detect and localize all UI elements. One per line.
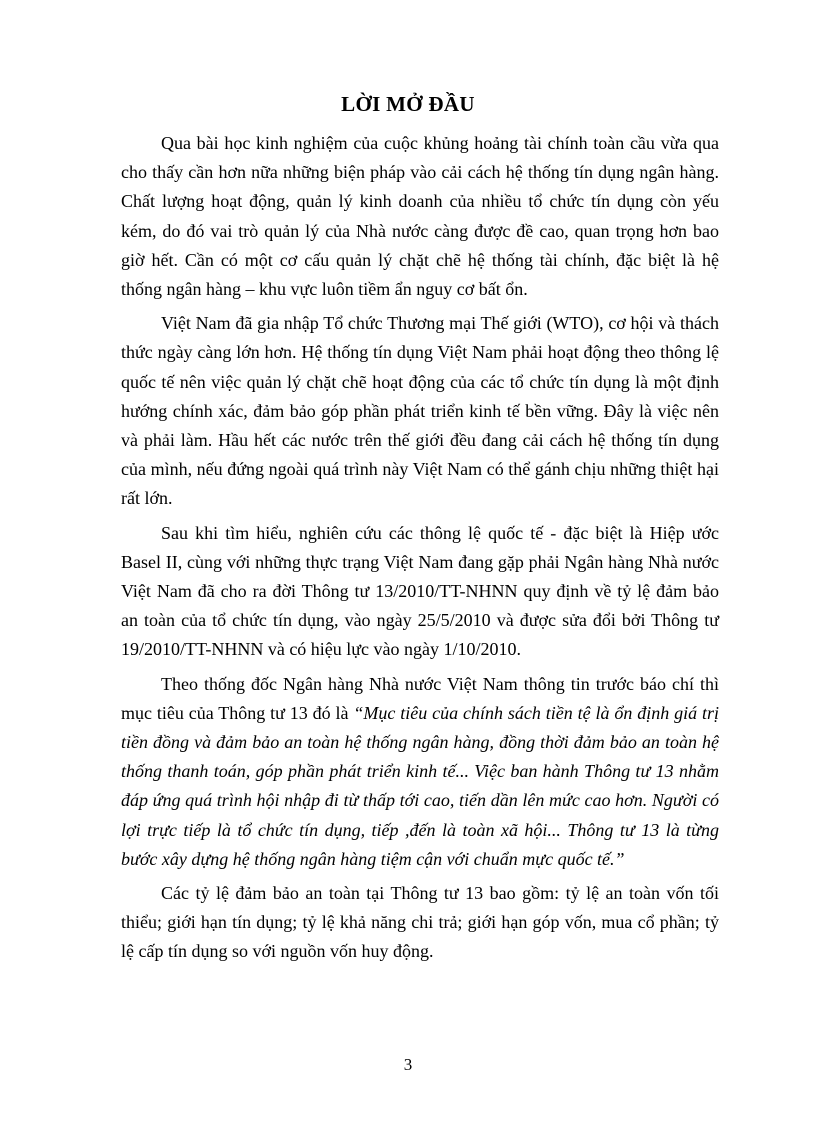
page-number: 3 bbox=[403, 1055, 413, 1074]
paragraph-wto: Việt Nam đã gia nhập Tổ chức Thương mại Thế giới (WTO), cơ hội và thách thức ngày càng lớn hơn. Hệ thống tín dụng Việt Nam phải hoạt động theo thông lệ quốc tế nên việc quản lý chặt chẽ hoạt động của các tổ chức tín dụng là một định hướng chính xác, đảm bảo góp phần phát triển kinh tế bền vững. Đây là việc nên và phải làm. Hầu hết các nước trên thế giới đều đang cải cách hệ thống tín dụng của mình, nếu đứng ngoài quá trình này Việt Nam có thể gánh chịu những thiệt hại rất lớn. bbox=[121, 313, 719, 509]
paragraph-intro: Qua bài học kinh nghiệm của cuộc khủng hoảng tài chính toàn cầu vừa qua cho thấy cần hơn nữa những biện pháp vào cải cách hệ thống tín dụng ngân hàng. Chất lượng hoạt động, quản lý kinh doanh của nhiều tổ chức tín dụng còn yếu kém, do đó vai trò quản lý của Nhà nước càng được đề cao, quan trọng hơn bao giờ hết. Cần có một cơ cấu quản lý chặt chẽ hệ thống tài chính, đặc biệt là hệ thống ngân hàng – khu vực luôn tiềm ẩn nguy cơ bất ổn. bbox=[121, 133, 719, 300]
paragraph-circular-13: Sau khi tìm hiểu, nghiên cứu các thông lệ quốc tế - đặc biệt là Hiệp ước Basel II, cùng với những thực trạng Việt Nam đang gặp phải Ngân hàng Nhà nước Việt Nam đã cho ra đời Thông tư 13/2010/TT-NHNN quy định về tỷ lệ đảm bảo an toàn của tổ chức tín dụng, vào ngày 25/5/2010 và được sửa đổi bởi Thông tư 19/2010/TT-NHNN và có hiệu lực vào ngày 1/10/2010. bbox=[121, 522, 719, 660]
paragraph-safety-ratios: Các tỷ lệ đảm bảo an toàn tại Thông tư 13 bao gồm: tỷ lệ an toàn vốn tối thiểu; giới hạn tín dụng; tỷ lệ khả năng chi trả; giới hạn góp vốn, mua cổ phần; tỷ lệ cấp tín dụng so với nguồn vốn huy động. bbox=[121, 883, 719, 962]
document-body bbox=[121, 129, 719, 972]
page-title: LỜI MỞ ĐẦU bbox=[341, 92, 475, 116]
quote-text: “Mục tiêu của chính sách tiền tệ là ổn định giá trị tiền đồng và đảm bảo an toàn hệ thống ngân hàng, đồng thời đảm bảo an toàn hệ thống thanh toán, góp phần phát triển kinh tế... Việc ban hành Thông tư 13 nhằm đáp ứng quá trình hội nhập đi từ thấp tới cao, tiến dần lên mức cao hơn. Người có lợi trực tiếp là tổ chức tín dụng, tiếp ,đến là toàn xã hội... Thông tư 13 là từng bước xây dựng hệ thống ngân hàng tiệm cận với chuẩn mực quốc tế.” bbox=[121, 702, 719, 869]
quote-lead-text: Theo thống đốc Ngân hàng Nhà nước Việt Nam thông tin trước báo chí thì mục tiêu của Thông tư 13 đó là bbox=[121, 673, 719, 723]
paragraph-governor-quote bbox=[121, 670, 719, 874]
